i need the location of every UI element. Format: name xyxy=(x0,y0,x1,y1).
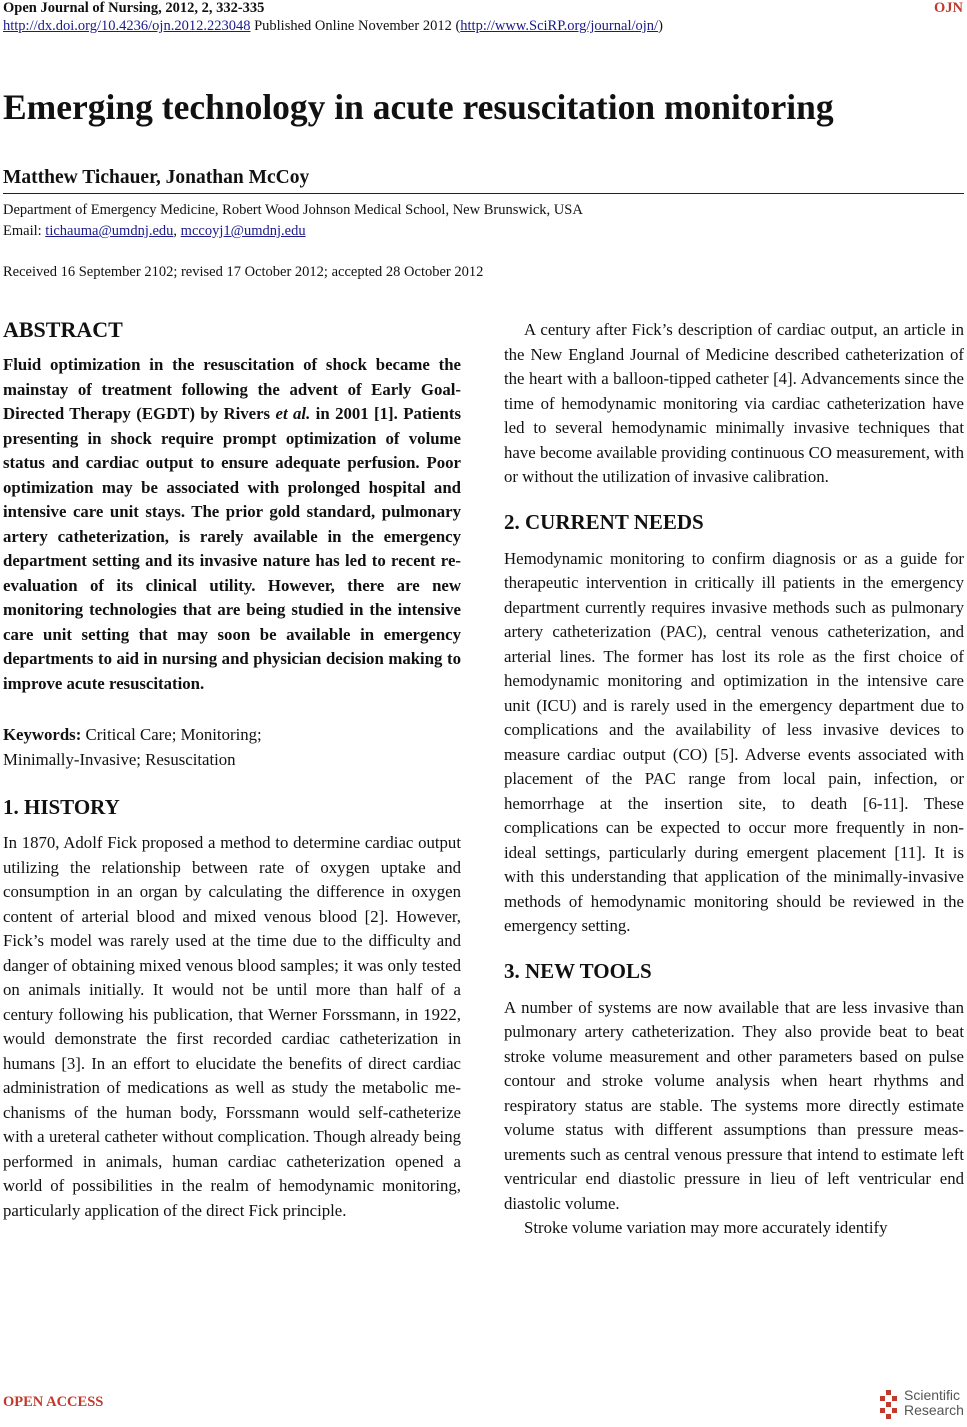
email-link-2[interactable]: mccoyj1@umdnj.edu xyxy=(180,223,306,239)
new-tools-paragraph-1: A number of systems are now available that are less invasive than pulmonary artery catheterization. They also provide beat to beat stroke volume measurement and other parameters based on pulse contour and stroke volume analysis when heart rhythms and respiratory status are stable. The systems more directly estimate volume status with different assumptions than pressure measurements such as central venous pressure that intend to estimate left ventricular end diastolic pressure in lieu of left ventricular end diastolic volume. xyxy=(504,997,964,1213)
section-heading-current-needs: 2. CURRENT NEEDS xyxy=(504,509,704,534)
publisher-logo-icon xyxy=(878,1388,904,1422)
abstract-text-part2: in 2001 [1]. Patients presenting in shock require prompt optimization of volume status and cardiac output to ensure adequate perfusion. Poor optimization may be associated with prolonged hospital and intensive care unit stays. The prior gold standard, pulmonary artery catheterization, is rarely available in the emergency department setting and its invasive nature has led to recent re-evaluation of its clinical utility. However, there are new monitoring technologies that are being studied in the intensive care unit setting that may soon be available in emergency departments to aid in nursing and physician decision making to improve acute resuscitation. xyxy=(3,404,461,693)
email-link-1[interactable]: tichauma@umdnj.edu xyxy=(45,223,174,239)
email-line xyxy=(3,223,306,240)
journal-link[interactable]: http://www.SciRP.org/journal/ojn/ xyxy=(460,18,659,34)
email-separator: , xyxy=(173,223,181,239)
logo-line-2: Research xyxy=(904,1402,964,1418)
received-dates: Received 16 September 2102; revised 17 October 2012; accepted 28 October 2012 xyxy=(3,264,484,280)
history-paragraph-1: In 1870, Adolf Fick proposed a method to determine cardiac output utilizing the relationship between rate of oxygen uptake and consumption in an organ by calculating the difference in oxygen content of arterial blood and mixed venous blood [2]. However, Fick’s model was rarely used at the time due to the difficulty and danger of obtaining mixed venous blood samples; it was only tested on animals initially. It would not be until more than half of a century following his publication, that Werner Forssmann, in 1922, would demonstrate the first recorded cardiac catheterization in humans [3]. In an effort to elucidate the benefits of direct cardiac administration of medications as well as study the metabolic mechanisms of the human body, Forssmann would self-catheterize with a ureteral catheter without complication. Though already being performed in animals, human cardiac catheterization opened a world of possibilities in the realm of hemodynamic monitoring, particularly application of the direct Fick principle. xyxy=(3,833,461,1220)
paper-title: Emerging technology in acute resuscitation monitoring xyxy=(3,87,834,127)
journal-citation: Open Journal of Nursing, 2012, 2, 332-335 xyxy=(3,0,265,16)
email-label: Email: xyxy=(3,223,46,239)
affiliation: Department of Emergency Medicine, Robert Wood Johnson Medical School, New Brunswick, USA xyxy=(3,202,583,218)
section-heading-new-tools: 3. NEW TOOLS xyxy=(504,958,652,983)
scientific-research-logo xyxy=(878,1388,966,1422)
open-access-label: OPEN ACCESS xyxy=(3,1394,104,1410)
journal-abbrev: OJN xyxy=(934,0,963,16)
doi-line xyxy=(3,18,663,35)
keywords-line2: Minimally-Invasive; Resuscitation xyxy=(3,749,236,769)
published-text: Published Online November 2012 ( xyxy=(250,18,461,34)
authors: Matthew Tichauer, Jonathan McCoy xyxy=(3,167,310,188)
abstract-italic: et al. xyxy=(275,404,311,423)
abstract-heading: ABSTRACT xyxy=(3,317,123,342)
left-column xyxy=(3,316,461,1223)
current-needs-paragraph: Hemodynamic monitoring to confirm diagnosis or as a guide for therapeutic intervention in critically ill patients in the emergency department currently requires invasive methods such as pulmonary artery catheterization (PAC), central venous catheterization, and arterial lines. The former has lost its role as the first choice of hemodynamic monitoring and optimization in the intensive care unit (ICU) and is rarely used in the emergency department due to complications and the availability of less invasive devices to measure cardiac output (CO) [5]. Adverse events associated with placement of the PAC range from local pain, infection, or hemorrhage at the insertion site, to death [6-11]. These complications can be expected to occur more frequently in non-ideal settings, particularly during emergent placement [11]. It is with this understanding that application of the minimally-invasive methods of hemodynamic monitoring should be reviewed in the emergency setting. xyxy=(504,548,964,935)
doi-link[interactable]: http://dx.doi.org/10.4236/ojn.2012.223048 xyxy=(3,18,251,34)
abstract-text-part1: Fluid optimization in the resuscitation of shock became the mainstay of treatment following the advent of Early Goal-Directed Therapy (EGDT) by Rivers xyxy=(3,355,461,423)
logo-line-1: Scientific xyxy=(904,1387,961,1403)
close-paren: ) xyxy=(658,18,663,34)
section-heading-history: 1. HISTORY xyxy=(3,795,120,819)
running-header xyxy=(3,0,963,18)
publisher-logo-text xyxy=(904,1388,964,1418)
new-tools-paragraph-2: Stroke volume variation may more accurately identify xyxy=(524,1218,888,1237)
divider xyxy=(3,193,964,194)
keywords-line1: Critical Care; Monitoring; xyxy=(81,725,262,744)
keywords-label: Keywords: xyxy=(3,725,82,744)
history-paragraph-2: A century after Fick’s description of cardiac output, an article in the New England Journal of Medicine described catheterization of the heart with a balloon-tipped catheter [4]. Advancements since the time of hemodynamic monitoring via cardiac catheterization have led to several hemodynamic minimally invasive techniques that have become available providing continuous CO measurement, with or without the utilization of invasive calibration. xyxy=(504,320,964,486)
abstract-text xyxy=(3,353,461,696)
right-column xyxy=(504,316,964,1241)
keywords xyxy=(3,723,461,772)
